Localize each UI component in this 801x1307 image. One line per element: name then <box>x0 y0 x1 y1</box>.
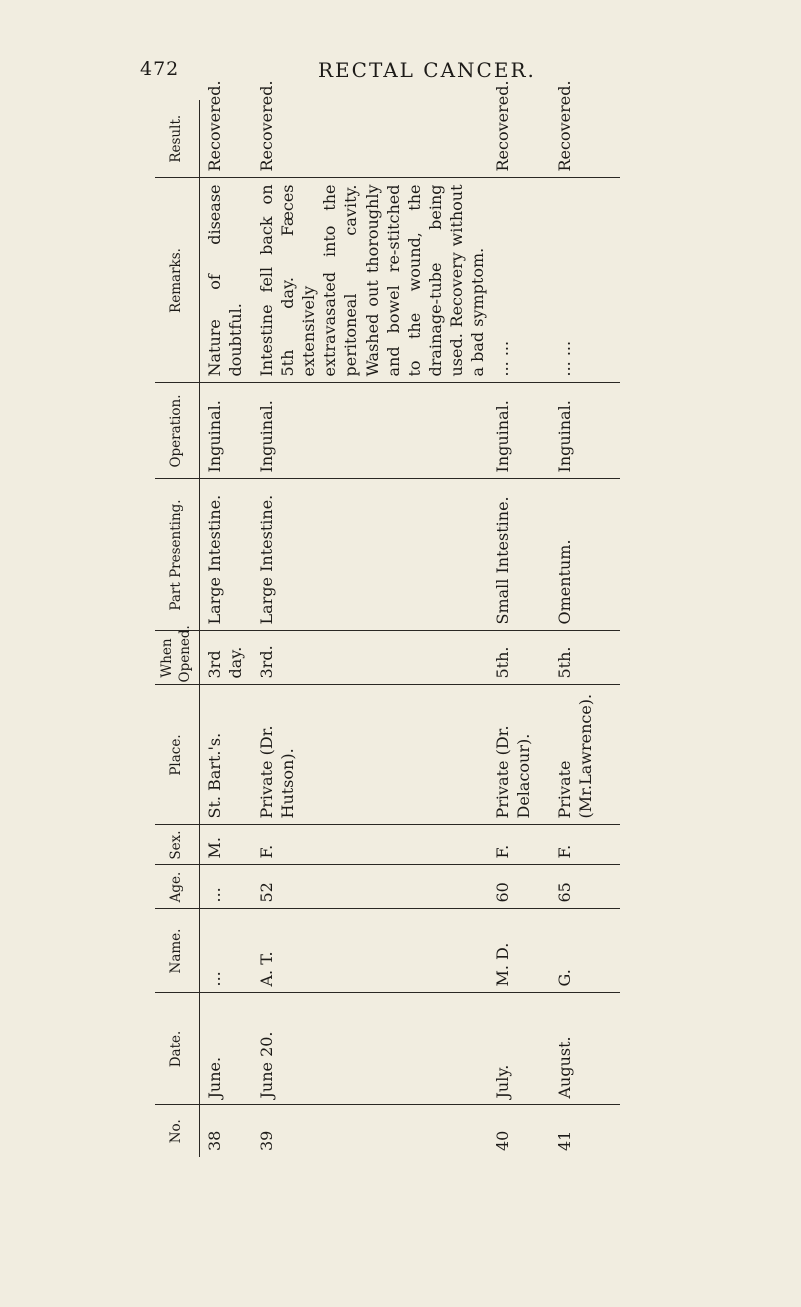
cell-place: Private (Dr. Delacour). <box>488 685 550 825</box>
cell-date: July. <box>488 993 550 1105</box>
cell-remarks: ... ... <box>488 178 550 383</box>
cell-no: 38 <box>205 1130 224 1151</box>
table-row <box>200 100 253 1157</box>
col-header-result: Result. <box>155 100 200 178</box>
cell-age: 60 <box>488 865 550 909</box>
cell-operation: Inguinal. <box>550 383 620 479</box>
table-row <box>550 100 620 1157</box>
cell-no: 40 <box>493 1130 513 1151</box>
cell-result: Recovered. <box>550 100 620 178</box>
cell-result: Recovered. <box>200 100 253 178</box>
cell-age: ... <box>200 865 253 909</box>
col-header-no: No. <box>155 1105 200 1157</box>
col-header-when-opened: When Opened. <box>155 631 200 685</box>
cell-name: A. T. <box>252 909 488 993</box>
cell-when-opened: 5th. <box>488 631 550 685</box>
cell-age: 65 <box>550 865 620 909</box>
running-title: RECTAL CANCER. <box>318 58 536 82</box>
cell-place: St. Bart.'s. <box>200 685 253 825</box>
cell-when-opened: 3rd. <box>252 631 488 685</box>
cell-result: Recovered. <box>252 100 488 178</box>
col-header-remarks: Remarks. <box>155 178 200 383</box>
col-header-place: Place. <box>155 685 200 825</box>
cell-date: August. <box>550 993 620 1105</box>
cell-date: June 20. <box>252 993 488 1105</box>
cell-place: Private (Dr. Hutson). <box>252 685 488 825</box>
cell-name: M. D. <box>488 909 550 993</box>
cell-operation: Inguinal. <box>200 383 253 479</box>
case-table-rotated <box>155 80 596 1157</box>
page-header <box>0 58 801 86</box>
col-header-name: Name. <box>155 909 200 993</box>
cell-remarks: Intestine fell back on 5th day. Fæces extensively extravasated into the peritoneal cavity. Washed out thoroughly and bowel re-stitched to the wound, the drainage-tube being used. Recovery without a bad symptom. <box>252 178 488 383</box>
col-header-operation: Operation. <box>155 383 200 479</box>
cell-date: June. <box>200 993 253 1105</box>
cell-part-presenting: Small Intestine. <box>488 479 550 631</box>
cell-part-presenting: Omentum. <box>550 479 620 631</box>
table-row <box>252 100 488 1157</box>
cell-place: Private (Mr.Lawrence). <box>550 685 620 825</box>
cell-sex: F. <box>252 825 488 865</box>
cell-when-opened: 5th. <box>550 631 620 685</box>
cell-name: ... <box>200 909 253 993</box>
cell-part-presenting: Large Intestine. <box>252 479 488 631</box>
cell-when-opened: 3rd day. <box>200 631 253 685</box>
cell-remarks: Nature of disease doubtful. <box>200 178 253 383</box>
cell-name: G. <box>550 909 620 993</box>
page-number: 472 <box>140 58 180 80</box>
col-header-date: Date. <box>155 993 200 1105</box>
cell-sex: F. <box>550 825 620 865</box>
cell-sex: F. <box>488 825 550 865</box>
cell-no: 41 <box>555 1130 575 1151</box>
col-header-age: Age. <box>155 865 200 909</box>
cell-operation: Inguinal. <box>252 383 488 479</box>
header-row <box>155 100 200 1157</box>
col-header-part-presenting: Part Presenting. <box>155 479 200 631</box>
table-row <box>488 100 550 1157</box>
cell-age: 52 <box>252 865 488 909</box>
cell-no: 39 <box>257 1130 276 1151</box>
cell-operation: Inguinal. <box>488 383 550 479</box>
cell-part-presenting: Large Intestine. <box>200 479 253 631</box>
case-table <box>155 80 620 1157</box>
cell-remarks: ... ... <box>550 178 620 383</box>
col-header-sex: Sex. <box>155 825 200 865</box>
cell-result: Recovered. <box>488 100 550 178</box>
cell-sex: M. <box>200 825 253 865</box>
